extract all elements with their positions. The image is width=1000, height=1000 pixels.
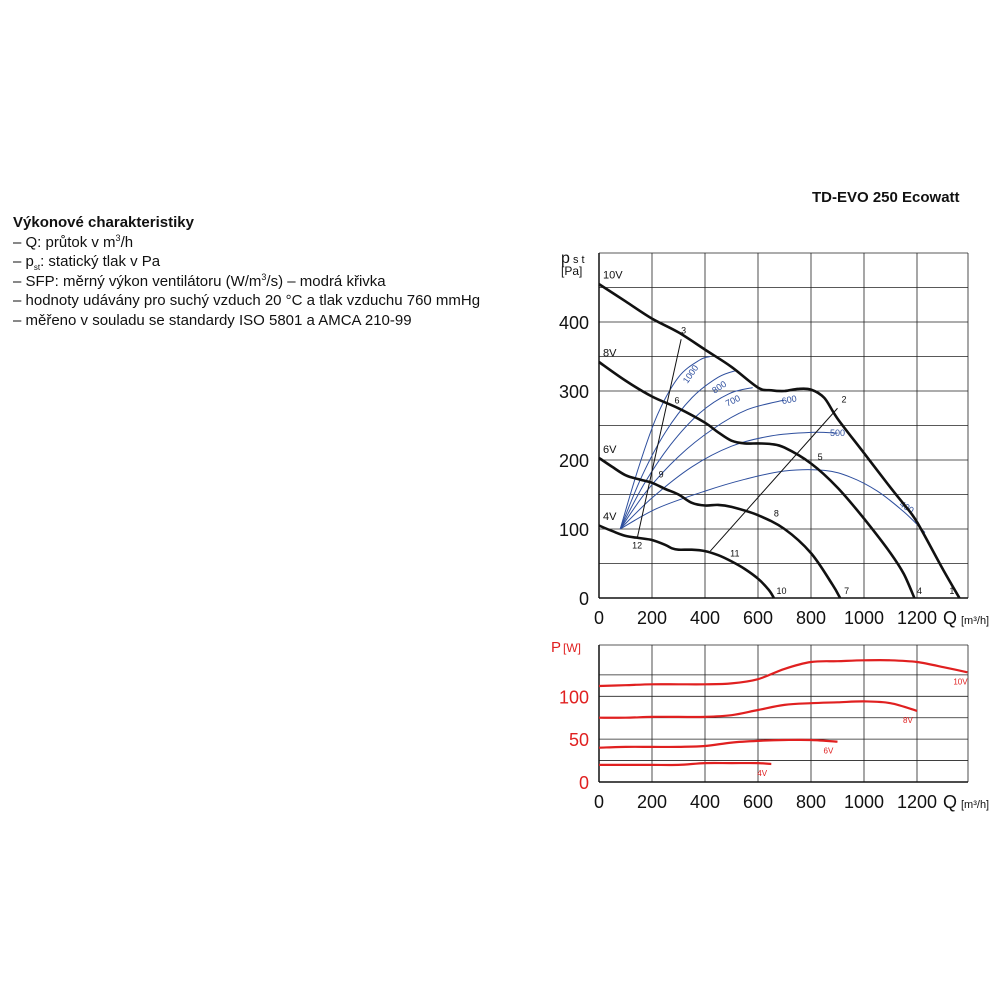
- x-tick-label: 200: [636, 608, 668, 628]
- x-tick-label: 1200: [896, 608, 938, 628]
- curve-annotation: 1: [949, 585, 955, 596]
- curve-annotation: 2: [841, 394, 847, 405]
- product-title: TD-EVO 250 Ecowatt: [812, 189, 960, 206]
- power-curve-label: 10V: [953, 677, 968, 687]
- x-tick-label: 1200: [896, 792, 938, 812]
- y-tick-label: 100: [558, 687, 589, 708]
- y-tick-label: 200: [558, 451, 589, 471]
- x-tick-label: 800: [795, 792, 827, 812]
- sfp-label: 800: [710, 378, 729, 396]
- x-tick-label: 800: [795, 608, 827, 628]
- curve-annotation: 8V: [602, 347, 617, 360]
- y-tick-label: 100: [558, 520, 589, 540]
- y-axis-label: p s t: [561, 250, 585, 267]
- power-curve-4V: [599, 763, 771, 765]
- sfp-label: 1000: [680, 363, 701, 386]
- y-axis-label: P: [551, 639, 562, 656]
- legend-line-sfp: – SFP: měrný výkon ventilátoru $(W/m^3/s)$ – modrá křivka: [13, 271, 386, 290]
- curve-annotation: 5: [817, 452, 823, 462]
- x-tick-label: 200: [636, 792, 668, 812]
- x-tick-label: 1000: [843, 792, 885, 812]
- x-tick-label: 600: [742, 608, 774, 628]
- sfp-label: 400: [897, 498, 916, 516]
- power-curve-label: 6V: [823, 746, 834, 756]
- curve-annotation: 6: [674, 395, 680, 406]
- operating-line-11-2: [710, 408, 837, 551]
- curve-annotation: 12: [632, 540, 643, 551]
- x-axis-label: Q: [943, 792, 958, 812]
- sfp-label: 600: [780, 393, 798, 407]
- curve-annotation: 7: [844, 585, 850, 596]
- y-tick-label: 0: [578, 589, 589, 609]
- fan-curve-4V: [599, 526, 774, 599]
- legend-line-conditions: – hodnoty udávány pro suchý vzduch 20 °C a tlak vzduchu 760 mmHg: [13, 292, 481, 309]
- x-tick-label: 400: [689, 608, 721, 628]
- power-curve-10V: [599, 660, 967, 686]
- y-axis-unit: [Pa]: [561, 264, 583, 278]
- x-tick-label: 400: [689, 792, 721, 812]
- curve-annotation: 10V: [602, 269, 623, 282]
- curve-annotation: 4: [917, 585, 923, 596]
- curve-annotation: 11: [730, 548, 740, 559]
- legend-line-flow: – Q: průtok v $m^3/h$: [13, 232, 134, 251]
- x-axis-unit: [m³/h]: [961, 615, 990, 627]
- y-axis-unit: [W]: [563, 641, 581, 655]
- pressure-chart: [559, 250, 989, 628]
- power-chart: [551, 639, 989, 812]
- x-tick-label: 0: [593, 792, 605, 812]
- x-axis-unit: [m³/h]: [961, 799, 990, 811]
- curve-annotation: 4V: [602, 511, 617, 524]
- sfp-label: 700: [723, 392, 742, 409]
- curve-annotation: 3: [681, 325, 687, 336]
- power-curve-label: 8V: [903, 715, 913, 725]
- power-curve-6V: [599, 740, 838, 748]
- curve-annotation: 6V: [602, 444, 617, 457]
- x-tick-label: 600: [742, 792, 774, 812]
- sfp-curve-500: [620, 432, 837, 529]
- x-tick-label: 0: [593, 608, 605, 628]
- curve-annotation: 9: [658, 469, 664, 480]
- y-tick-label: 0: [578, 773, 589, 793]
- fan-curve-6V: [599, 458, 840, 598]
- legend-heading: Výkonové charakteristiky: [13, 214, 194, 231]
- legend-line-standards: – měřeno v souladu se standardy ISO 5801 a AMCA 210-99: [13, 311, 412, 329]
- fan-curve-10V: [599, 284, 959, 598]
- y-tick-label: 50: [568, 730, 589, 751]
- curve-annotation: 10: [776, 585, 787, 596]
- y-tick-label: 300: [558, 382, 589, 402]
- y-tick-label: 400: [558, 313, 589, 333]
- curve-annotation: 8: [773, 508, 779, 519]
- legend-line-pressure: – $p_{st}$: statický tlak v Pa: [13, 253, 161, 272]
- x-tick-label: 1000: [843, 608, 885, 628]
- x-axis-label: Q: [943, 608, 958, 628]
- sfp-label: 500: [829, 427, 846, 438]
- power-curve-label: 4V: [757, 769, 768, 779]
- sfp-curve-600: [620, 400, 784, 529]
